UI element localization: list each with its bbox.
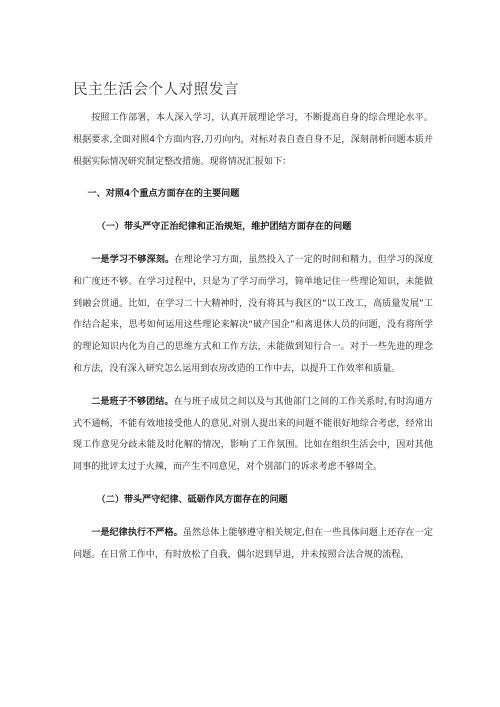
item-1-lead: 一是学习不够深刻。: [91, 254, 175, 265]
section-heading: 一、对照4个重点方面存在的主要问题: [87, 189, 240, 200]
item-3-text: 虽然总体上能够遵守相关规定,但在一些具体问题上还存在一定问题。在日常工作中，有时放松了自我，偶尔迟到早退，并未按照合法合规的流程，: [73, 527, 433, 560]
item-2-text: 在与班子成员之间以及与其他部门之间的工作关系时,有时沟通方式不通畅，不能有效地接受他人的意见,对别人提出来的问题不能很好地综合考虑，经常出现工作意见分歧未能及时化解的情况，影响了工作氛围。比如在组织生活会中，因对其他同事的批评太过于火辣，而产生不同意见，对个别部门的诉求考虑不够周全。: [73, 396, 433, 473]
item-3-paragraph: [73, 523, 433, 567]
intro-paragraph: 按照工作部署，本人深入学习，认真开展理论学习，不断提高自身的综合理论水平。根据要求,全面对照4个方面内容,刀刃向内，对标对表自查自身不足，深刻剖析问题本质并根据实际情况研究制定整改措施。现将情况汇报如下：: [73, 113, 433, 167]
subsection-heading-2: （二）带头严守纪律、砥砺作风方面存在的问题: [96, 494, 288, 505]
item-3-lead: 一是纪律执行不严格。: [91, 527, 183, 538]
subsection-heading-1: （一）带头严守正治纪律和正治规矩，维护团结方面存在的问题: [96, 222, 352, 233]
document-body: [73, 108, 433, 566]
item-1-text: 在理论学习方面，虽然投入了一定的时间和精力，但学习的深度和广度还不够。在学习过程中，只是为了学习而学习，简单地记住一些理论知识，未能做到融会贯通。比如，在学习二十大精神时，没有将其与我区的“以工改工，高质量发展”工作结合起来，思考如何运用这些理论来解决“破产国企”和离退休人员的问题，没有将所学的理论知识内化为自己的思维方式和工作方法，未能做到知行合一。对于一些先进的理念和方法，没有深入研究怎么运用到农房改造的工作中去，以提升工作效率和质量。: [73, 254, 433, 374]
item-1-paragraph: [73, 250, 433, 381]
document-title: 民主生活会个人对照发言: [73, 82, 240, 98]
item-2-lead: 二是班子不够团结。: [91, 396, 174, 407]
item-2-paragraph: [73, 392, 433, 479]
